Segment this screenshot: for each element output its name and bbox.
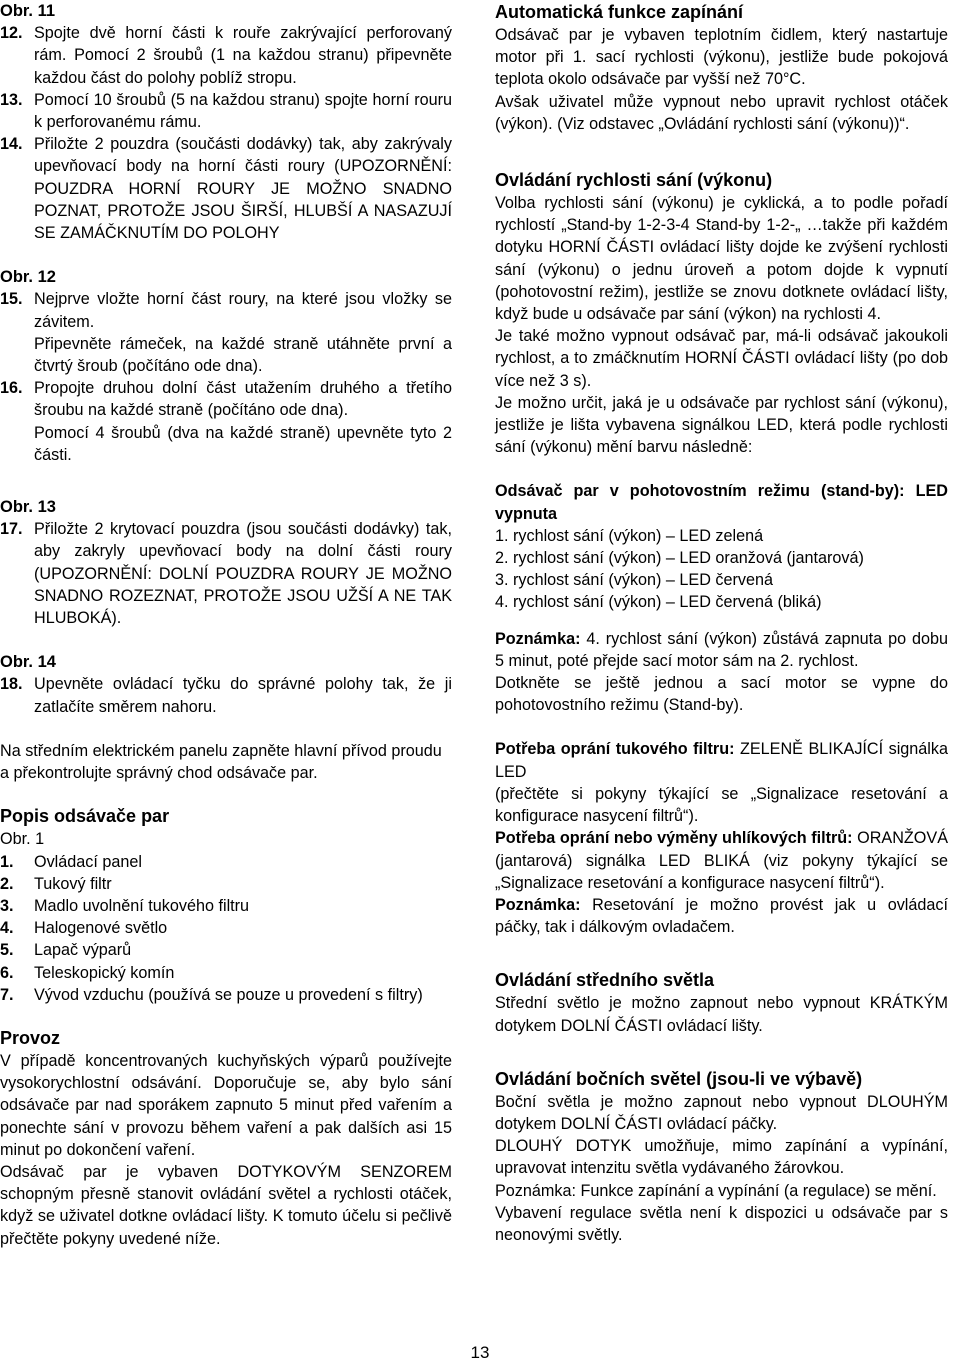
speed-paragraph-3: Je možno určit, jaká je u odsávače par rychlost sání (výkonu), jestliže je lišta vybavena signálkou LED, která podle rychlosti sání (výkonu) mění barvu následně: [495, 393, 948, 457]
list-item [0, 917, 452, 939]
figure-label-obr11: Obr. 11 [0, 2, 56, 20]
auto-paragraph-2: Avšak uživatel může vypnout nebo upravit rychlost otáček (výkon). (Viz odstavec „Ovládání rychlosti sání (výkonu))“. [495, 92, 948, 133]
list-item-text: Halogenové světlo [34, 919, 168, 938]
carbon-text: ORANŽOVÁ (jantarová) signálka LED BLIKÁ (viz pokyny týkající se „Signalizace resetování a konfigurace nasycení filtrů“). [495, 829, 948, 892]
list-item [0, 939, 452, 961]
step-16-continued: Pomocí 4 šroubů (dva na každé straně) upevněte tyto 2 části. [34, 423, 452, 464]
step-text: Spojte dvě horní části k rouře zakrývající perforovaný rám. Pomocí 2 šroubů (1 na každou stranu) připevněte každou část do polohy poblíž stropu. [34, 24, 452, 87]
carbon-label: Potřeba oprání nebo výměny uhlíkových filtrů: [495, 829, 853, 848]
note-2 [495, 894, 948, 938]
speed-paragraph-1: Volba rychlosti sání (výkonu) je cyklická, a to podle pořadí rychlostí „Stand-by 1-2-3-4 Stand-by 1-2-„ …takže při každém dotyku HORNÍ ČÁSTI ovládací lišty dojde ke zvýšení rychlosti sání (výkonu) o jednu úroveň a potom dojde k vypnutí (pohotovostní režim), jestliže se znovu dotknete ovládací lišty, když bude u odsávače par sání (výkon) na rychlosti 4. [495, 194, 948, 324]
step-15 [0, 288, 452, 332]
note-text: Resetování je možno provést jak u ovládací páčky, tak i dálkovým ovladačem. [495, 895, 948, 937]
step-number: 12. [0, 24, 23, 43]
step-text: Přiložte 2 krytovací pouzdra (jsou součásti dodávky) tak, aby zakryly upevňovací body na dolní části roury (UPOZORNĚNÍ: DOLNÍ POUZDRA ROURY JE MOŽNO SNADNO ROZEZNAT, PROTOŽE JSOU UŽŠÍ A NE TAK HLUBOKÁ). [34, 520, 452, 628]
section-heading-speed: Ovládání rychlosti sání (výkonu) [495, 170, 773, 191]
list-item-number: 3. [0, 896, 14, 915]
grease-label: Potřeba oprání tukového filtru: [495, 740, 735, 759]
left-column [0, 0, 452, 1250]
step-12 [0, 22, 452, 89]
right-column [495, 0, 948, 1246]
step-18 [0, 673, 452, 717]
figure-label-obr12: Obr. 12 [0, 268, 56, 287]
note-text: 4. rychlost sání (výkon) zůstává zapnuta po dobu 5 minut, poté přejde sací motor sám na 2. rychlost. [495, 629, 948, 670]
carbon-filter-signal [495, 827, 948, 894]
page-number: 13 [470, 1343, 490, 1362]
step-number: 18. [0, 675, 23, 694]
step-number: 15. [0, 290, 23, 309]
middle-light-paragraph: Střední světlo je možno zapnout nebo vypnout KRÁTKÝM dotykem DOLNÍ ČÁSTI ovládací lišty. [495, 994, 948, 1035]
step-text: Pomocí 10 šroubů (5 na každou stranu) spojte horní rouru k perforovanému rámu. [34, 90, 452, 132]
list-item [0, 873, 452, 895]
speed-paragraph-2: Je také možno vypnout odsávač par, má-li odsávač jakoukoli rychlost, a to zmáčknutím HORNÍ ČÁSTI ovládací lišty (po dob více než 3 s). [495, 327, 948, 390]
list-item-number: 1. [0, 852, 14, 871]
step-number: 14. [0, 135, 23, 154]
section-heading-provoz: Provoz [0, 1027, 61, 1048]
list-item-text: Lapač výparů [34, 941, 132, 960]
step-16 [0, 377, 452, 421]
provoz-paragraph-1: V případě koncentrovaných kuchyňských výparů používejte vysokorychlostní odsávání. Doporučuje se, aby bylo sání odsávače par nad sporákem zapnuto 5 minut před vařením a ponechte sání v provozu během vaření a pak dalších asi 15 minut po dokončení vaření. [0, 1051, 452, 1159]
section-heading-side-lights: Ovládání bočních světel (jsou-li ve výbavě) [495, 1068, 863, 1089]
list-item: 1. rychlost sání (výkon) – LED zelená [495, 526, 764, 545]
side-lights-paragraph-2: DLOUHÝ DOTYK umožňuje, mimo zapínání a vypínání, upravovat intenzitu světla vydávaného žárovkou. [495, 1137, 948, 1178]
note-label: Poznámka: [495, 629, 581, 648]
list-item-text: Ovládací panel [34, 852, 142, 871]
list-item-number: 4. [0, 919, 14, 938]
grease-text: ZELENĚ BLIKAJÍCÍ signálka LED [495, 740, 948, 781]
step-15-continued: Připevněte rámeček, na každé straně utáhněte první a čtvrtý šroub (počítáno ode dna). [34, 334, 452, 376]
step-number: 17. [0, 520, 23, 539]
figure-label-obr14: Obr. 14 [0, 653, 56, 672]
section-heading-auto: Automatická funkce zapínání [495, 2, 744, 22]
list-item: 3. rychlost sání (výkon) – LED červená [495, 571, 774, 590]
note-label: Poznámka: [495, 895, 581, 914]
list-item-text: Tukový filtr [34, 874, 112, 893]
step-text: Upevněte ovládací tyčku do správné polohy tak, že ji zatlačíte směrem nahoru. [34, 675, 452, 716]
list-item-text: Vývod vzduchu (používá se pouze u provedení s filtry) [34, 985, 423, 1004]
list-item [0, 962, 452, 984]
panel-note: Na středním elektrickém panelu zapněte hlavní přívod proudu a překontrolujte správný chod odsávače par. [0, 741, 442, 783]
list-item-number: 7. [0, 985, 14, 1004]
grease-filter-note: (přečtěte si pokyny týkající se „Signalizace resetování a konfigurace nasycení filtrů“). [495, 784, 948, 826]
step-text: Nejprve vložte horní část roury, na které jsou vložky se závitem. [34, 290, 452, 331]
step-text: Přiložte 2 pouzdra (součásti dodávky) tak, aby zakrývaly upevňovací body na horní části roury (UPOZORNĚNÍ: POUZDRA HORNÍ ROURY JE MOŽNO SNADNO POZNAT, PROTOŽE JSOU ŠIRŠÍ, HLUBŠÍ A NASAZUJÍ SE ZAMÁČKNUTÍM DO POLOHY [34, 135, 452, 243]
step-13 [0, 89, 452, 133]
side-lights-paragraph-3: Poznámka: Funkce zapínání a vypínání (a regulace) se mění. [495, 1181, 937, 1200]
parts-list [0, 851, 452, 1006]
grease-filter-signal [495, 738, 948, 782]
provoz-paragraph-2: Odsávač par je vybaven DOTYKOVÝM SENZOREM schopným přesně stanovit ovládání světel a rychlosti otáček, když se uživatel dotkne ovládací lišty. K tomuto účelu si pečlivě přečtěte pokyny uvedené níže. [0, 1162, 452, 1248]
list-item [0, 895, 452, 917]
list-item-number: 6. [0, 963, 14, 982]
popis-figure-label: Obr. 1 [0, 830, 45, 849]
step-14 [0, 133, 452, 244]
list-item [0, 984, 452, 1006]
side-lights-paragraph-4: Vybavení regulace světla není k dispozici u odsávače par s neonovými světly. [495, 1203, 948, 1244]
step-17 [0, 518, 452, 629]
note-1-continued: Dotkněte se ještě jednou a sací motor se vypne do pohotovostního režimu (Stand-by). [495, 674, 948, 715]
list-item-number: 5. [0, 941, 14, 960]
list-item: 2. rychlost sání (výkon) – LED oranžová (jantarová) [495, 549, 864, 568]
standby-status: Odsávač par v pohotovostním režimu (stand-by): LED vypnuta [495, 482, 948, 523]
list-item: 4. rychlost sání (výkon) – LED červená (bliká) [495, 593, 822, 612]
section-heading-middle-light: Ovládání středního světla [495, 970, 715, 991]
section-heading-popis: Popis odsávače par [0, 806, 170, 827]
led-speed-list [495, 525, 948, 614]
figure-label-obr13: Obr. 13 [0, 498, 56, 517]
auto-paragraph-1: Odsávač par je vybaven teplotním čidlem, který nastartuje motor při 1. sací rychlosti (výkonu), jestliže bude pokojová teplota okolo odsávače par vyšší než 70°C. [495, 26, 948, 89]
list-item-number: 2. [0, 874, 14, 893]
step-text: Propojte druhou dolní část utažením druhého a třetího šroubu na každé straně (počítáno ode dna). [34, 379, 452, 420]
step-number: 16. [0, 379, 23, 398]
step-number: 13. [0, 90, 23, 109]
side-lights-paragraph-1: Boční světla je možno zapnout nebo vypnout DLOUHÝM dotykem DOLNÍ ČÁSTI ovládací páčky. [495, 1092, 948, 1133]
list-item-text: Madlo uvolnění tukového filtru [34, 896, 250, 915]
list-item-text: Teleskopický komín [34, 963, 175, 982]
note-1 [495, 628, 948, 672]
list-item [0, 851, 452, 873]
